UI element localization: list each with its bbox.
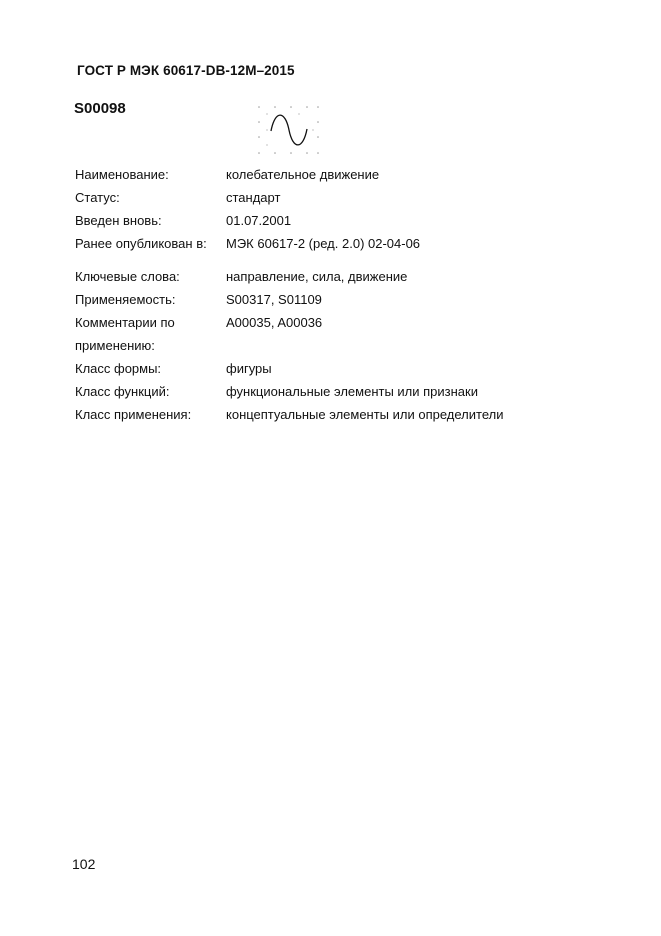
field-value: S00317, S01109: [226, 292, 322, 307]
field-row-function-class: [75, 380, 635, 403]
sine-wave-in-dotted-grid-icon: [255, 100, 325, 160]
field-value: A00035, A00036: [226, 315, 323, 330]
field-row-application-notes: [75, 311, 635, 334]
field-value: направление, сила, движение: [226, 269, 408, 284]
field-label: Применяемость:: [75, 292, 176, 307]
field-row-keywords: [75, 265, 635, 288]
field-label: Статус:: [75, 190, 120, 205]
symbol-id: S00098: [74, 100, 126, 117]
field-value: стандарт: [226, 190, 281, 205]
field-value: концептуальные элементы или определители: [226, 407, 504, 422]
field-label: Наименование:: [75, 167, 169, 182]
field-value: функциональные элементы или признаки: [226, 384, 478, 399]
sine-wave: [271, 115, 307, 145]
field-row-status: [75, 186, 635, 209]
field-label: Класс формы:: [75, 361, 162, 376]
field-value: 01.07.2001: [226, 213, 292, 228]
field-label: Класс применения:: [75, 407, 192, 422]
field-row-application-notes-cont: [75, 334, 635, 357]
field-value: колебательное движение: [226, 167, 380, 182]
field-label: Класс функций:: [75, 384, 170, 399]
field-row-introduced: [75, 209, 635, 232]
field-label: Комментарии по: [75, 315, 175, 330]
field-row-applicability: [75, 288, 635, 311]
field-label: применению:: [75, 338, 155, 353]
field-label: Ключевые слова:: [75, 269, 180, 284]
field-value: МЭК 60617-2 (ред. 2.0) 02-04-06: [226, 236, 421, 251]
field-label: Введен вновь:: [75, 213, 162, 228]
field-row-name: [75, 163, 635, 186]
field-row-application-class: [75, 403, 635, 426]
field-label: Ранее опубликован в:: [75, 236, 207, 251]
document-header: ГОСТ Р МЭК 60617-DB-12M–2015: [77, 63, 295, 78]
page-number: 102: [72, 856, 96, 872]
field-value: [226, 334, 635, 357]
field-value: фигуры: [226, 361, 272, 376]
field-row-shape-class: [75, 357, 635, 380]
field-row-previously-published: [75, 232, 635, 255]
